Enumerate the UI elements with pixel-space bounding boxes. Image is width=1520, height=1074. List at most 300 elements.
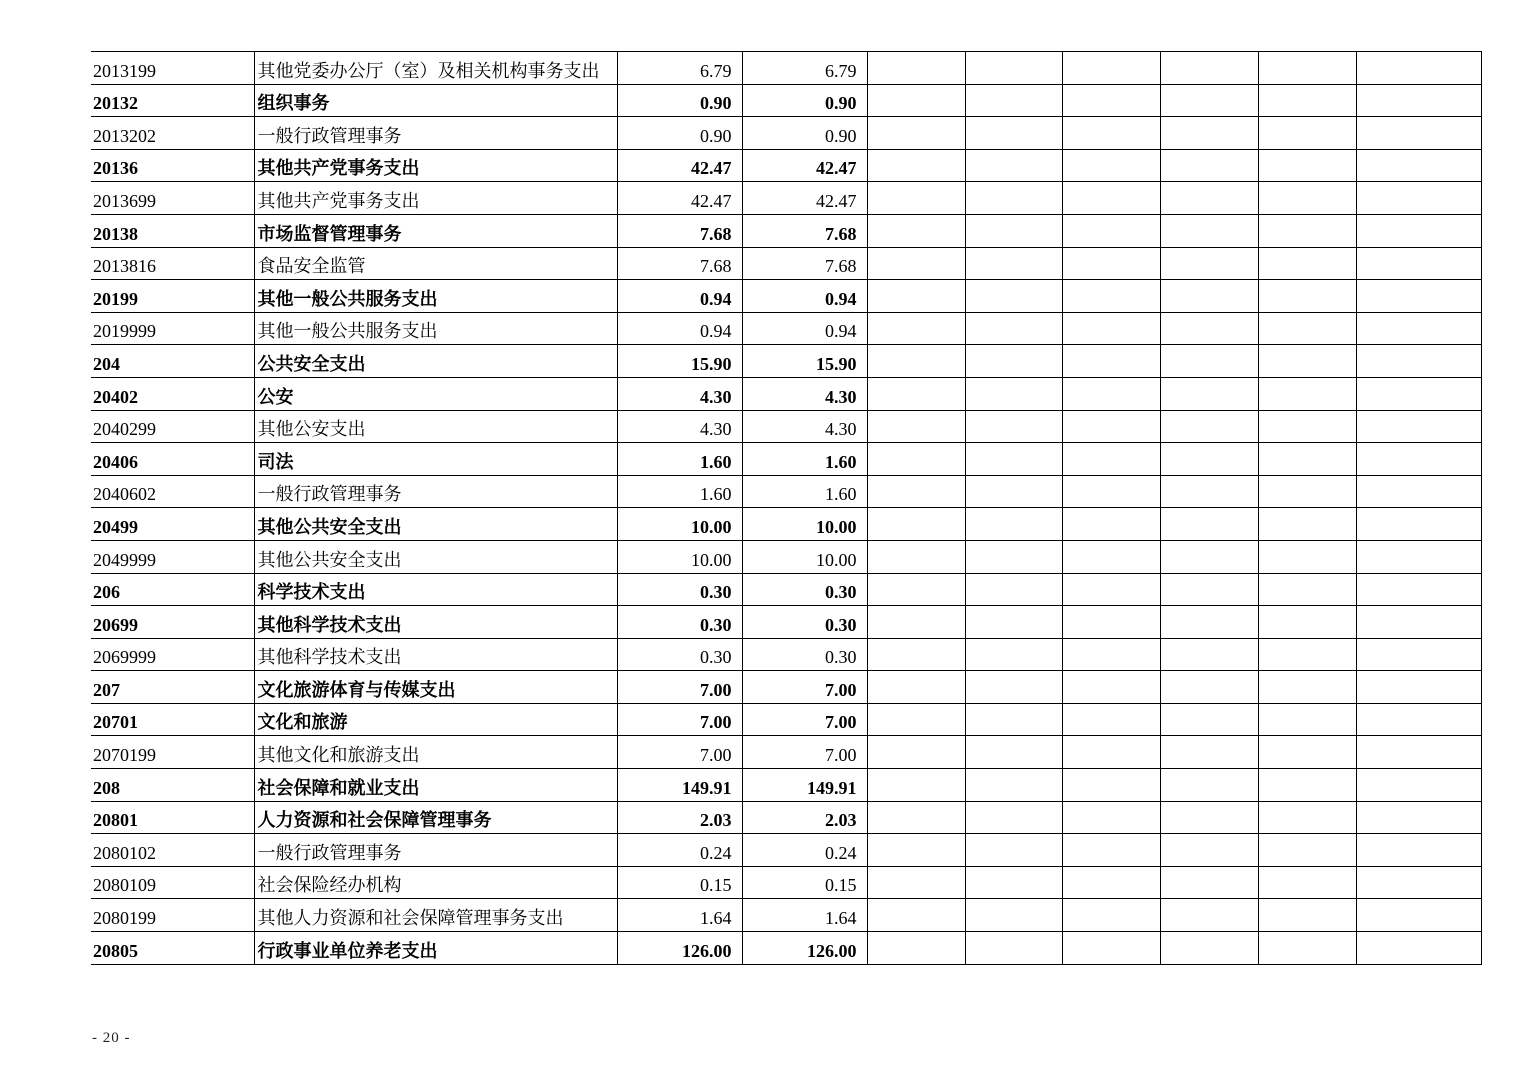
table-row [91, 312, 1481, 345]
empty-cell [1356, 117, 1481, 150]
empty-cell [965, 671, 1062, 704]
amount-basic-cell: 10.00 [742, 540, 867, 573]
empty-cell [1160, 149, 1258, 182]
account-name-cell: 市场监督管理事务 [254, 214, 617, 247]
empty-cell [965, 736, 1062, 769]
amount-total-cell: 7.00 [617, 671, 742, 704]
amount-total-cell: 0.90 [617, 117, 742, 150]
empty-cell [1062, 736, 1160, 769]
empty-cell [965, 410, 1062, 443]
empty-cell [1356, 769, 1481, 802]
account-name-cell: 其他一般公共服务支出 [254, 280, 617, 313]
empty-cell [1258, 84, 1356, 117]
account-name-cell: 一般行政管理事务 [254, 117, 617, 150]
empty-cell [1062, 638, 1160, 671]
amount-basic-cell: 2.03 [742, 801, 867, 834]
empty-cell [1356, 345, 1481, 378]
table-row [91, 345, 1481, 378]
account-name-cell: 司法 [254, 443, 617, 476]
amount-total-cell: 126.00 [617, 932, 742, 965]
account-code-cell: 2040602 [91, 475, 254, 508]
account-code-cell: 206 [91, 573, 254, 606]
amount-basic-cell: 126.00 [742, 932, 867, 965]
amount-basic-cell: 42.47 [742, 182, 867, 215]
table-row [91, 247, 1481, 280]
empty-cell [867, 736, 965, 769]
account-code-cell: 2070199 [91, 736, 254, 769]
amount-basic-cell: 0.30 [742, 606, 867, 639]
account-name-cell: 其他科学技术支出 [254, 606, 617, 639]
empty-cell [867, 801, 965, 834]
empty-cell [1160, 671, 1258, 704]
account-code-cell: 2013202 [91, 117, 254, 150]
amount-total-cell: 7.00 [617, 736, 742, 769]
amount-total-cell: 10.00 [617, 508, 742, 541]
empty-cell [1356, 866, 1481, 899]
empty-cell [1160, 736, 1258, 769]
account-code-cell: 204 [91, 345, 254, 378]
empty-cell [867, 508, 965, 541]
table-row [91, 84, 1481, 117]
empty-cell [867, 769, 965, 802]
empty-cell [1062, 149, 1160, 182]
empty-cell [1062, 834, 1160, 867]
empty-cell [1160, 410, 1258, 443]
table-row [91, 834, 1481, 867]
account-name-cell: 其他公安支出 [254, 410, 617, 443]
empty-cell [867, 84, 965, 117]
empty-cell [1062, 508, 1160, 541]
empty-cell [867, 475, 965, 508]
empty-cell [1062, 540, 1160, 573]
empty-cell [1356, 801, 1481, 834]
empty-cell [1062, 475, 1160, 508]
empty-cell [965, 443, 1062, 476]
account-code-cell: 20138 [91, 214, 254, 247]
amount-basic-cell: 0.94 [742, 280, 867, 313]
table-body [91, 52, 1481, 965]
empty-cell [1258, 899, 1356, 932]
empty-cell [1062, 312, 1160, 345]
account-code-cell: 20132 [91, 84, 254, 117]
empty-cell [1160, 638, 1258, 671]
empty-cell [1356, 932, 1481, 965]
amount-basic-cell: 6.79 [742, 52, 867, 85]
empty-cell [867, 834, 965, 867]
empty-cell [965, 508, 1062, 541]
account-name-cell: 人力资源和社会保障管理事务 [254, 801, 617, 834]
empty-cell [965, 117, 1062, 150]
empty-cell [1258, 475, 1356, 508]
account-name-cell: 其他党委办公厅（室）及相关机构事务支出 [254, 52, 617, 85]
empty-cell [1356, 899, 1481, 932]
table-row [91, 866, 1481, 899]
empty-cell [1356, 182, 1481, 215]
empty-cell [1062, 117, 1160, 150]
account-name-cell: 科学技术支出 [254, 573, 617, 606]
empty-cell [867, 182, 965, 215]
account-name-cell: 公共安全支出 [254, 345, 617, 378]
amount-basic-cell: 0.24 [742, 834, 867, 867]
empty-cell [867, 443, 965, 476]
empty-cell [1356, 247, 1481, 280]
amount-basic-cell: 10.00 [742, 508, 867, 541]
table-row [91, 736, 1481, 769]
account-name-cell: 其他共产党事务支出 [254, 182, 617, 215]
table-row [91, 899, 1481, 932]
empty-cell [965, 540, 1062, 573]
empty-cell [1062, 52, 1160, 85]
empty-cell [1356, 52, 1481, 85]
account-name-cell: 其他共产党事务支出 [254, 149, 617, 182]
table-row [91, 475, 1481, 508]
empty-cell [1160, 703, 1258, 736]
table-row [91, 52, 1481, 85]
account-code-cell: 20136 [91, 149, 254, 182]
empty-cell [965, 182, 1062, 215]
empty-cell [1258, 214, 1356, 247]
account-name-cell: 组织事务 [254, 84, 617, 117]
amount-total-cell: 1.60 [617, 475, 742, 508]
empty-cell [1356, 214, 1481, 247]
amount-total-cell: 0.24 [617, 834, 742, 867]
empty-cell [1356, 540, 1481, 573]
empty-cell [1258, 834, 1356, 867]
empty-cell [867, 280, 965, 313]
empty-cell [867, 606, 965, 639]
empty-cell [1160, 84, 1258, 117]
empty-cell [867, 312, 965, 345]
empty-cell [965, 638, 1062, 671]
account-code-cell: 20199 [91, 280, 254, 313]
empty-cell [1062, 280, 1160, 313]
amount-basic-cell: 1.60 [742, 475, 867, 508]
amount-total-cell: 1.64 [617, 899, 742, 932]
empty-cell [1160, 801, 1258, 834]
empty-cell [1160, 769, 1258, 802]
empty-cell [965, 475, 1062, 508]
empty-cell [1356, 638, 1481, 671]
empty-cell [1258, 443, 1356, 476]
empty-cell [1258, 508, 1356, 541]
account-name-cell: 文化旅游体育与传媒支出 [254, 671, 617, 704]
account-code-cell: 20402 [91, 377, 254, 410]
account-name-cell: 公安 [254, 377, 617, 410]
table-row [91, 540, 1481, 573]
account-code-cell: 2049999 [91, 540, 254, 573]
empty-cell [1160, 834, 1258, 867]
empty-cell [1160, 573, 1258, 606]
empty-cell [1062, 345, 1160, 378]
amount-basic-cell: 0.30 [742, 573, 867, 606]
account-name-cell: 其他公共安全支出 [254, 540, 617, 573]
account-code-cell: 20499 [91, 508, 254, 541]
empty-cell [1356, 573, 1481, 606]
empty-cell [1258, 638, 1356, 671]
amount-total-cell: 1.60 [617, 443, 742, 476]
table-row [91, 703, 1481, 736]
empty-cell [1356, 703, 1481, 736]
empty-cell [1356, 606, 1481, 639]
empty-cell [867, 866, 965, 899]
amount-basic-cell: 149.91 [742, 769, 867, 802]
amount-basic-cell: 4.30 [742, 377, 867, 410]
empty-cell [1062, 410, 1160, 443]
empty-cell [1160, 182, 1258, 215]
empty-cell [965, 866, 1062, 899]
account-name-cell: 其他公共安全支出 [254, 508, 617, 541]
table-row [91, 149, 1481, 182]
empty-cell [1258, 377, 1356, 410]
table-row [91, 508, 1481, 541]
empty-cell [965, 769, 1062, 802]
empty-cell [1258, 769, 1356, 802]
empty-cell [1062, 899, 1160, 932]
account-code-cell: 20406 [91, 443, 254, 476]
empty-cell [867, 540, 965, 573]
account-code-cell: 2069999 [91, 638, 254, 671]
empty-cell [1356, 736, 1481, 769]
account-code-cell: 2040299 [91, 410, 254, 443]
empty-cell [965, 703, 1062, 736]
empty-cell [867, 573, 965, 606]
account-code-cell: 207 [91, 671, 254, 704]
empty-cell [965, 247, 1062, 280]
empty-cell [867, 932, 965, 965]
empty-cell [965, 280, 1062, 313]
empty-cell [867, 671, 965, 704]
empty-cell [1160, 117, 1258, 150]
empty-cell [965, 606, 1062, 639]
account-code-cell: 2080102 [91, 834, 254, 867]
empty-cell [1356, 834, 1481, 867]
table-row [91, 443, 1481, 476]
account-code-cell: 20699 [91, 606, 254, 639]
empty-cell [1160, 345, 1258, 378]
empty-cell [1258, 312, 1356, 345]
budget-table [91, 51, 1482, 965]
empty-cell [867, 345, 965, 378]
table-row [91, 214, 1481, 247]
amount-total-cell: 0.30 [617, 573, 742, 606]
empty-cell [1258, 149, 1356, 182]
empty-cell [1062, 377, 1160, 410]
amount-basic-cell: 7.68 [742, 214, 867, 247]
empty-cell [1356, 508, 1481, 541]
empty-cell [1258, 540, 1356, 573]
empty-cell [1160, 377, 1258, 410]
empty-cell [1062, 84, 1160, 117]
account-code-cell: 208 [91, 769, 254, 802]
empty-cell [965, 84, 1062, 117]
empty-cell [1160, 540, 1258, 573]
empty-cell [1062, 182, 1160, 215]
empty-cell [1062, 671, 1160, 704]
amount-basic-cell: 42.47 [742, 149, 867, 182]
empty-cell [1258, 345, 1356, 378]
account-name-cell: 其他人力资源和社会保障管理事务支出 [254, 899, 617, 932]
amount-total-cell: 42.47 [617, 149, 742, 182]
amount-total-cell: 10.00 [617, 540, 742, 573]
empty-cell [1160, 606, 1258, 639]
empty-cell [1160, 52, 1258, 85]
amount-basic-cell: 0.90 [742, 84, 867, 117]
empty-cell [1356, 671, 1481, 704]
amount-basic-cell: 0.30 [742, 638, 867, 671]
empty-cell [1062, 801, 1160, 834]
empty-cell [1160, 214, 1258, 247]
amount-total-cell: 149.91 [617, 769, 742, 802]
table-row [91, 671, 1481, 704]
empty-cell [1356, 410, 1481, 443]
empty-cell [1356, 377, 1481, 410]
account-code-cell: 20805 [91, 932, 254, 965]
empty-cell [1258, 410, 1356, 443]
empty-cell [1160, 508, 1258, 541]
table-row [91, 410, 1481, 443]
empty-cell [965, 377, 1062, 410]
account-name-cell: 一般行政管理事务 [254, 475, 617, 508]
amount-basic-cell: 15.90 [742, 345, 867, 378]
table-row [91, 932, 1481, 965]
amount-basic-cell: 7.00 [742, 703, 867, 736]
empty-cell [867, 899, 965, 932]
empty-cell [867, 410, 965, 443]
empty-cell [867, 52, 965, 85]
empty-cell [1258, 573, 1356, 606]
empty-cell [965, 214, 1062, 247]
empty-cell [1062, 247, 1160, 280]
amount-basic-cell: 7.68 [742, 247, 867, 280]
empty-cell [1258, 117, 1356, 150]
empty-cell [867, 149, 965, 182]
empty-cell [1062, 932, 1160, 965]
empty-cell [965, 149, 1062, 182]
table-row [91, 769, 1481, 802]
empty-cell [1062, 573, 1160, 606]
amount-basic-cell: 7.00 [742, 671, 867, 704]
empty-cell [1356, 84, 1481, 117]
empty-cell [867, 377, 965, 410]
account-code-cell: 20701 [91, 703, 254, 736]
account-code-cell: 2013699 [91, 182, 254, 215]
empty-cell [1160, 312, 1258, 345]
amount-total-cell: 0.30 [617, 638, 742, 671]
empty-cell [965, 52, 1062, 85]
account-name-cell: 其他一般公共服务支出 [254, 312, 617, 345]
empty-cell [1258, 182, 1356, 215]
empty-cell [965, 345, 1062, 378]
amount-total-cell: 4.30 [617, 377, 742, 410]
amount-total-cell: 2.03 [617, 801, 742, 834]
empty-cell [1258, 801, 1356, 834]
empty-cell [1356, 312, 1481, 345]
table-row [91, 638, 1481, 671]
account-code-cell: 2019999 [91, 312, 254, 345]
empty-cell [1258, 671, 1356, 704]
empty-cell [1258, 932, 1356, 965]
amount-basic-cell: 1.64 [742, 899, 867, 932]
amount-total-cell: 4.30 [617, 410, 742, 443]
empty-cell [1258, 703, 1356, 736]
empty-cell [1356, 475, 1481, 508]
account-name-cell: 一般行政管理事务 [254, 834, 617, 867]
empty-cell [1258, 280, 1356, 313]
empty-cell [965, 573, 1062, 606]
amount-basic-cell: 1.60 [742, 443, 867, 476]
amount-basic-cell: 7.00 [742, 736, 867, 769]
empty-cell [1160, 932, 1258, 965]
table-row [91, 377, 1481, 410]
empty-cell [1160, 899, 1258, 932]
amount-basic-cell: 0.90 [742, 117, 867, 150]
amount-total-cell: 0.30 [617, 606, 742, 639]
amount-total-cell: 7.68 [617, 214, 742, 247]
empty-cell [1356, 443, 1481, 476]
account-name-cell: 社会保障和就业支出 [254, 769, 617, 802]
empty-cell [1160, 280, 1258, 313]
account-code-cell: 20801 [91, 801, 254, 834]
account-name-cell: 文化和旅游 [254, 703, 617, 736]
account-name-cell: 社会保险经办机构 [254, 866, 617, 899]
amount-basic-cell: 4.30 [742, 410, 867, 443]
empty-cell [867, 214, 965, 247]
account-name-cell: 行政事业单位养老支出 [254, 932, 617, 965]
page-number: - 20 - [92, 1030, 131, 1046]
table-row [91, 801, 1481, 834]
table-row [91, 606, 1481, 639]
empty-cell [965, 834, 1062, 867]
account-code-cell: 2080109 [91, 866, 254, 899]
empty-cell [1062, 866, 1160, 899]
empty-cell [867, 247, 965, 280]
amount-total-cell: 42.47 [617, 182, 742, 215]
empty-cell [1258, 866, 1356, 899]
amount-total-cell: 15.90 [617, 345, 742, 378]
amount-total-cell: 0.15 [617, 866, 742, 899]
empty-cell [1062, 606, 1160, 639]
empty-cell [965, 899, 1062, 932]
account-name-cell: 其他科学技术支出 [254, 638, 617, 671]
empty-cell [867, 638, 965, 671]
empty-cell [1356, 280, 1481, 313]
amount-basic-cell: 0.94 [742, 312, 867, 345]
amount-total-cell: 0.90 [617, 84, 742, 117]
account-code-cell: 2013199 [91, 52, 254, 85]
amount-basic-cell: 0.15 [742, 866, 867, 899]
account-name-cell: 食品安全监管 [254, 247, 617, 280]
empty-cell [867, 703, 965, 736]
empty-cell [1062, 443, 1160, 476]
empty-cell [1356, 149, 1481, 182]
account-code-cell: 2013816 [91, 247, 254, 280]
empty-cell [1258, 247, 1356, 280]
empty-cell [1258, 736, 1356, 769]
table-row [91, 573, 1481, 606]
empty-cell [1062, 703, 1160, 736]
amount-total-cell: 7.00 [617, 703, 742, 736]
amount-total-cell: 7.68 [617, 247, 742, 280]
empty-cell [965, 932, 1062, 965]
amount-total-cell: 0.94 [617, 280, 742, 313]
amount-total-cell: 6.79 [617, 52, 742, 85]
table-row [91, 182, 1481, 215]
empty-cell [1062, 214, 1160, 247]
empty-cell [965, 312, 1062, 345]
empty-cell [1258, 606, 1356, 639]
table-row [91, 280, 1481, 313]
amount-total-cell: 0.94 [617, 312, 742, 345]
